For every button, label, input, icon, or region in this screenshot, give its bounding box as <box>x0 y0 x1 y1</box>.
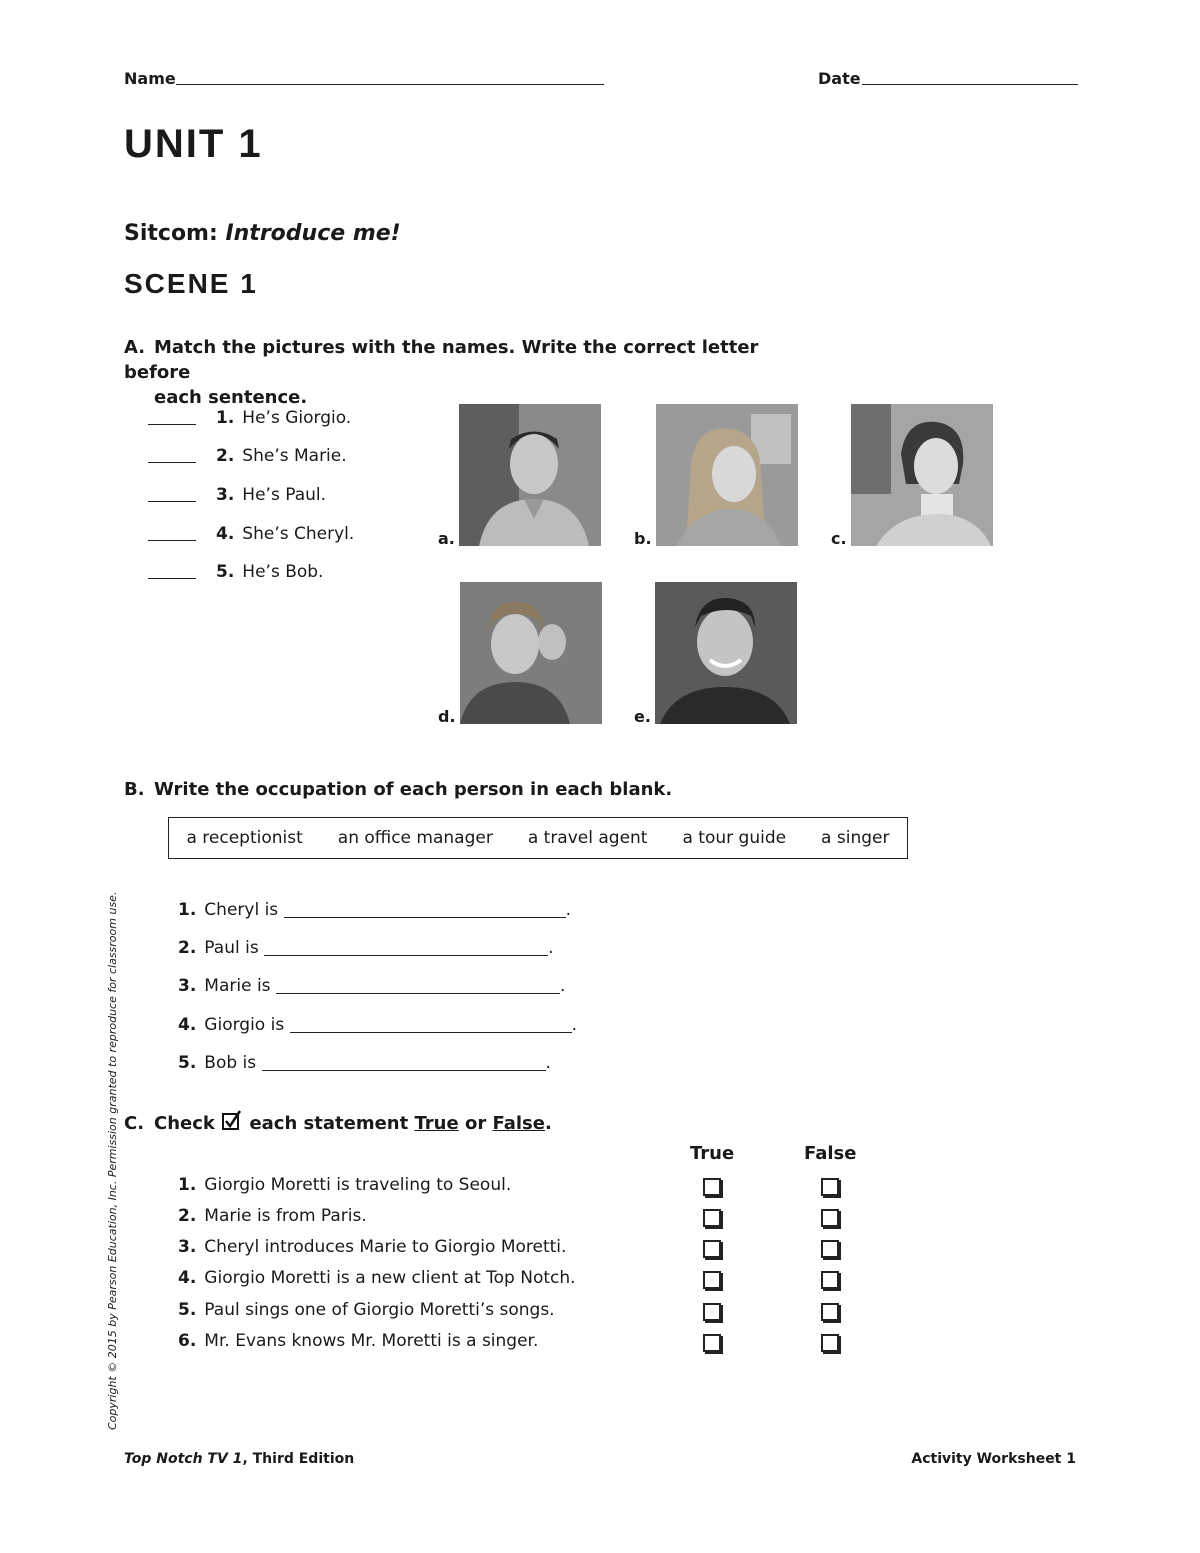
item-text: Marie is <box>204 976 271 996</box>
true-checkbox[interactable] <box>703 1240 721 1258</box>
item-text: Marie is from Paris. <box>204 1206 367 1226</box>
item-text: He’s Paul. <box>242 485 327 505</box>
item-text: Paul is <box>204 938 259 958</box>
column-header-true: True <box>690 1143 735 1164</box>
item-text: He’s Bob. <box>242 562 324 582</box>
section-a-item <box>148 562 323 582</box>
section-b-letter: B. <box>124 779 145 800</box>
item-text: He’s Giorgio. <box>242 408 352 428</box>
item-text: Mr. Evans knows Mr. Moretti is a singer. <box>204 1331 539 1351</box>
false-checkbox[interactable] <box>821 1178 839 1196</box>
false-checkbox[interactable] <box>821 1240 839 1258</box>
item-number: 5. <box>178 1300 197 1320</box>
item-number: 1. <box>178 1175 197 1195</box>
section-c-item <box>178 1175 511 1195</box>
section-a-letter: A. <box>124 337 146 358</box>
answer-blank[interactable] <box>148 578 196 579</box>
section-b-instruction <box>124 777 672 802</box>
word-bank <box>168 817 908 859</box>
word-bank-item: an office manager <box>337 828 493 848</box>
section-c-item <box>178 1268 576 1288</box>
section-c-letter: C. <box>124 1113 145 1134</box>
period: . <box>548 938 554 958</box>
photo-label-e: e. <box>634 707 651 726</box>
copyright-notice: Copyright © 2015 by Pearson Education, Inc. Permission granted to reproduce for classroom use. <box>106 891 119 1430</box>
section-c-item <box>178 1300 555 1320</box>
photo-label-d: d. <box>438 707 456 726</box>
true-checkbox[interactable] <box>703 1271 721 1289</box>
date-field[interactable] <box>862 84 1078 85</box>
section-b-item <box>178 938 554 958</box>
item-text: Bob is <box>204 1053 257 1073</box>
false-checkbox[interactable] <box>821 1334 839 1352</box>
answer-blank[interactable] <box>148 501 196 502</box>
section-b-item <box>178 1015 577 1035</box>
photo-label-a: a. <box>438 529 455 548</box>
section-b-item <box>178 976 565 996</box>
word-bank-item: a receptionist <box>186 828 303 848</box>
section-c-true-word: True <box>414 1113 459 1134</box>
item-text: Cheryl is <box>204 900 279 920</box>
checkmark-box-icon <box>221 1110 243 1139</box>
item-number: 5. <box>216 562 235 582</box>
section-a-item <box>148 524 354 544</box>
item-text: Paul sings one of Giorgio Moretti’s songs. <box>204 1300 555 1320</box>
section-c-check-word: Check <box>154 1113 215 1134</box>
answer-line[interactable] <box>284 901 566 918</box>
false-checkbox[interactable] <box>821 1303 839 1321</box>
footer-book-title <box>124 1451 354 1467</box>
section-a-item <box>148 446 347 466</box>
section-c-item <box>178 1237 566 1257</box>
item-number: 3. <box>178 976 197 996</box>
period: . <box>559 976 566 996</box>
section-b-text: Write the occupation of each person in each blank. <box>154 779 673 800</box>
false-checkbox[interactable] <box>821 1209 839 1227</box>
footer-book-name: Top Notch TV 1 <box>124 1451 243 1467</box>
footer-edition: , Third Edition <box>242 1451 355 1467</box>
answer-blank[interactable] <box>148 540 196 541</box>
answer-blank[interactable] <box>148 462 196 463</box>
section-b-item <box>178 1053 551 1073</box>
item-number: 2. <box>216 446 235 466</box>
footer-worksheet-label: Activity Worksheet 1 <box>911 1451 1076 1467</box>
column-header-false: False <box>804 1143 857 1164</box>
item-text: Giorgio Moretti is a new client at Top Notch. <box>204 1268 576 1288</box>
item-text: Giorgio is <box>204 1015 285 1035</box>
item-text: Cheryl introduces Marie to Giorgio Moretti. <box>204 1237 567 1257</box>
photo-label-c: c. <box>831 529 847 548</box>
sitcom-title: Introduce me! <box>225 221 401 246</box>
answer-line[interactable] <box>276 977 560 994</box>
false-checkbox[interactable] <box>821 1271 839 1289</box>
photo-giorgio-man <box>459 404 601 546</box>
item-number: 6. <box>178 1331 197 1351</box>
true-checkbox[interactable] <box>703 1209 721 1227</box>
section-c-item <box>178 1331 538 1351</box>
answer-blank[interactable] <box>148 424 196 425</box>
section-a-item <box>148 408 351 428</box>
true-checkbox[interactable] <box>703 1303 721 1321</box>
sitcom-heading <box>124 221 401 246</box>
item-number: 3. <box>216 485 235 505</box>
sitcom-prefix: Sitcom: <box>124 221 218 246</box>
true-checkbox[interactable] <box>703 1334 721 1352</box>
photo-paul-man <box>460 582 602 724</box>
item-number: 2. <box>178 1206 197 1226</box>
section-c-mid: each statement <box>249 1113 409 1134</box>
item-number: 1. <box>178 900 197 920</box>
section-c-instruction: C. Check each statement True or False. <box>124 1110 552 1139</box>
date-label: Date <box>818 69 861 88</box>
item-text: Giorgio Moretti is traveling to Seoul. <box>204 1175 512 1195</box>
section-c-or-word: or <box>464 1113 487 1134</box>
photo-bob-man <box>655 582 797 724</box>
answer-line[interactable] <box>264 939 548 956</box>
scene-title: SCENE 1 <box>124 268 258 299</box>
true-checkbox[interactable] <box>703 1178 721 1196</box>
answer-line[interactable] <box>290 1016 572 1033</box>
item-number: 3. <box>178 1237 197 1257</box>
photo-label-b: b. <box>634 529 652 548</box>
item-number: 5. <box>178 1053 197 1073</box>
answer-line[interactable] <box>262 1054 546 1071</box>
period: . <box>571 1015 577 1035</box>
section-c-false-word: False <box>492 1113 545 1134</box>
item-text: She’s Marie. <box>242 446 347 466</box>
word-bank-item: a travel agent <box>527 828 648 848</box>
section-a-line2: each sentence. <box>154 387 308 408</box>
item-number: 4. <box>178 1015 197 1035</box>
item-number: 2. <box>178 938 197 958</box>
section-a-item <box>148 485 326 505</box>
word-bank-item: a singer <box>821 828 890 848</box>
item-number: 1. <box>216 408 235 428</box>
item-text: She’s Cheryl. <box>242 524 355 544</box>
name-label: Name <box>124 69 176 88</box>
photo-cheryl-woman <box>851 404 993 546</box>
section-a-instruction <box>124 335 824 410</box>
section-b-item <box>178 900 571 920</box>
name-field[interactable] <box>176 84 604 85</box>
word-bank-item: a tour guide <box>682 828 787 848</box>
section-c-item <box>178 1206 367 1226</box>
item-number: 4. <box>178 1268 197 1288</box>
unit-title: UNIT 1 <box>124 122 263 166</box>
item-number: 4. <box>216 524 235 544</box>
photo-marie-woman <box>656 404 798 546</box>
period: . <box>565 900 571 920</box>
period: . <box>545 1053 551 1073</box>
section-a-line1: Match the pictures with the names. Write the correct letter before <box>124 337 759 383</box>
